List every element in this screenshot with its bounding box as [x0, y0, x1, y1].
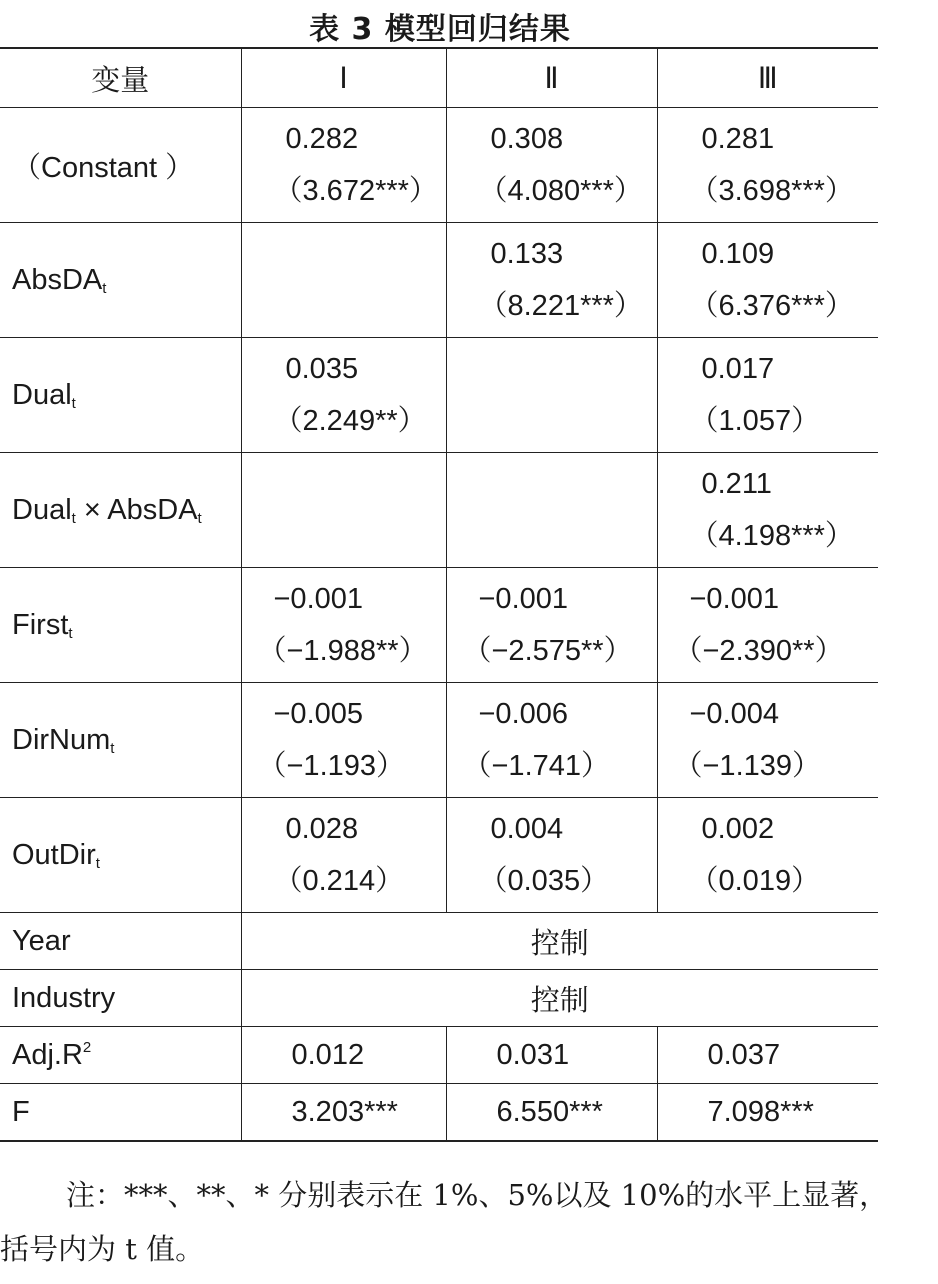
coef-cell	[657, 568, 878, 683]
header-row	[0, 48, 878, 108]
coef-cell	[657, 798, 878, 913]
coefficient: 0.028	[285, 813, 359, 845]
t-value: （3.672***）	[273, 175, 438, 207]
variable-label: AbsDA	[12, 263, 103, 296]
coef-cell	[446, 338, 657, 453]
f-label: F	[0, 1084, 241, 1142]
coef-cell	[241, 568, 446, 683]
variable-cell	[0, 683, 241, 798]
coef-cell	[446, 568, 657, 683]
variable-cell	[0, 338, 241, 453]
t-value: （−2.390**）	[673, 635, 844, 667]
t-value: （1.057）	[689, 405, 821, 437]
t-value: （0.035）	[478, 865, 610, 897]
coefficient: 0.017	[701, 353, 775, 385]
coef-cell	[657, 453, 878, 568]
note-line-1: 注：***、**、* 分别表示在 1%、5%以及 10%的水平上显著，	[66, 1178, 889, 1212]
f-value: 6.550***	[446, 1084, 657, 1142]
coef-cell	[446, 223, 657, 338]
table-row	[0, 108, 878, 223]
coefficient: 0.109	[701, 238, 775, 270]
header-variable: 变量	[0, 48, 241, 108]
coefficient: −0.004	[689, 698, 780, 730]
coef-cell	[657, 108, 878, 223]
coefficient: −0.001	[478, 583, 569, 615]
coef-cell	[241, 798, 446, 913]
coefficient: −0.001	[689, 583, 780, 615]
table-row	[0, 453, 878, 568]
coef-cell	[446, 798, 657, 913]
coefficient: 0.035	[285, 353, 359, 385]
table-title: 表 3 模型回归结果	[309, 12, 571, 47]
f-value: 3.203***	[241, 1084, 446, 1142]
variable-label-interaction: × AbsDA	[75, 493, 198, 526]
coef-cell	[241, 683, 446, 798]
table-row	[0, 338, 878, 453]
variable-label: First	[12, 608, 69, 641]
coefficient: 0.281	[701, 123, 775, 155]
table-note	[0, 1168, 900, 1276]
coef-cell	[241, 108, 446, 223]
variable-subscript: t	[102, 279, 107, 297]
variable-cell	[0, 568, 241, 683]
coefficient: 0.133	[490, 238, 564, 270]
coef-cell	[241, 338, 446, 453]
coefficient: −0.005	[273, 698, 364, 730]
table-row	[0, 798, 878, 913]
coefficient: 0.308	[490, 123, 564, 155]
t-value: （−1.988**）	[257, 635, 428, 667]
t-value: （2.249**）	[273, 405, 427, 437]
variable-label: OutDir	[12, 838, 96, 871]
t-value: （0.214）	[273, 865, 405, 897]
t-value: （−1.139）	[673, 750, 822, 782]
year-control-value: 控制	[241, 913, 878, 970]
regression-table	[0, 47, 878, 1142]
header-model-1: Ⅰ	[241, 48, 446, 108]
variable-subscript: t	[68, 624, 73, 642]
coef-cell	[241, 453, 446, 568]
coef-cell	[657, 223, 878, 338]
coefficient: 0.211	[701, 468, 772, 500]
industry-control-value: 控制	[241, 970, 878, 1027]
variable-subscript: t	[71, 394, 76, 412]
variable-label: （Constant ）	[12, 151, 195, 184]
coefficient: −0.006	[478, 698, 569, 730]
coefficient: −0.001	[273, 583, 364, 615]
adj-r2-row	[0, 1027, 878, 1084]
t-value: （3.698***）	[689, 175, 854, 207]
coef-cell	[657, 683, 878, 798]
header-model-2: Ⅱ	[446, 48, 657, 108]
variable-cell	[0, 798, 241, 913]
t-value: （8.221***）	[478, 290, 643, 322]
table-row	[0, 223, 878, 338]
variable-cell	[0, 453, 241, 568]
t-value: （−1.741）	[462, 750, 611, 782]
variable-subscript: t	[110, 739, 115, 757]
variable-label: DirNum	[12, 723, 111, 756]
adj-r2-superscript: 2	[82, 1038, 92, 1056]
table-row	[0, 568, 878, 683]
coef-cell	[446, 683, 657, 798]
adj-r2-value: 0.037	[657, 1027, 878, 1084]
adj-r2-value: 0.031	[446, 1027, 657, 1084]
header-model-3: Ⅲ	[657, 48, 878, 108]
coefficient: 0.004	[490, 813, 564, 845]
coef-cell	[241, 223, 446, 338]
industry-row	[0, 970, 878, 1027]
variable-subscript: t	[71, 509, 76, 527]
coef-cell	[446, 453, 657, 568]
variable-cell	[0, 223, 241, 338]
f-value: 7.098***	[657, 1084, 878, 1142]
t-value: （6.376***）	[689, 290, 854, 322]
coefficient: 0.002	[701, 813, 775, 845]
table-row	[0, 683, 878, 798]
note-line-2: 括号内为 t 值。	[0, 1232, 205, 1266]
t-value: （4.080***）	[478, 175, 643, 207]
adj-r2-label-cell	[0, 1027, 241, 1084]
f-row	[0, 1084, 878, 1142]
variable-label: Dual	[12, 493, 72, 526]
variable-label: Dual	[12, 378, 72, 411]
year-label: Year	[0, 913, 241, 970]
adj-r2-label: Adj.R	[12, 1038, 83, 1071]
variable-subscript: t	[95, 854, 100, 872]
industry-label: Industry	[0, 970, 241, 1027]
coefficient: 0.282	[285, 123, 359, 155]
variable-cell	[0, 108, 241, 223]
t-value: （−1.193）	[257, 750, 406, 782]
coef-cell	[657, 338, 878, 453]
adj-r2-value: 0.012	[241, 1027, 446, 1084]
t-value: （0.019）	[689, 865, 821, 897]
year-row	[0, 913, 878, 970]
t-value: （4.198***）	[689, 520, 854, 552]
t-value: （−2.575**）	[462, 635, 633, 667]
variable-subscript: t	[197, 509, 202, 527]
coef-cell	[446, 108, 657, 223]
